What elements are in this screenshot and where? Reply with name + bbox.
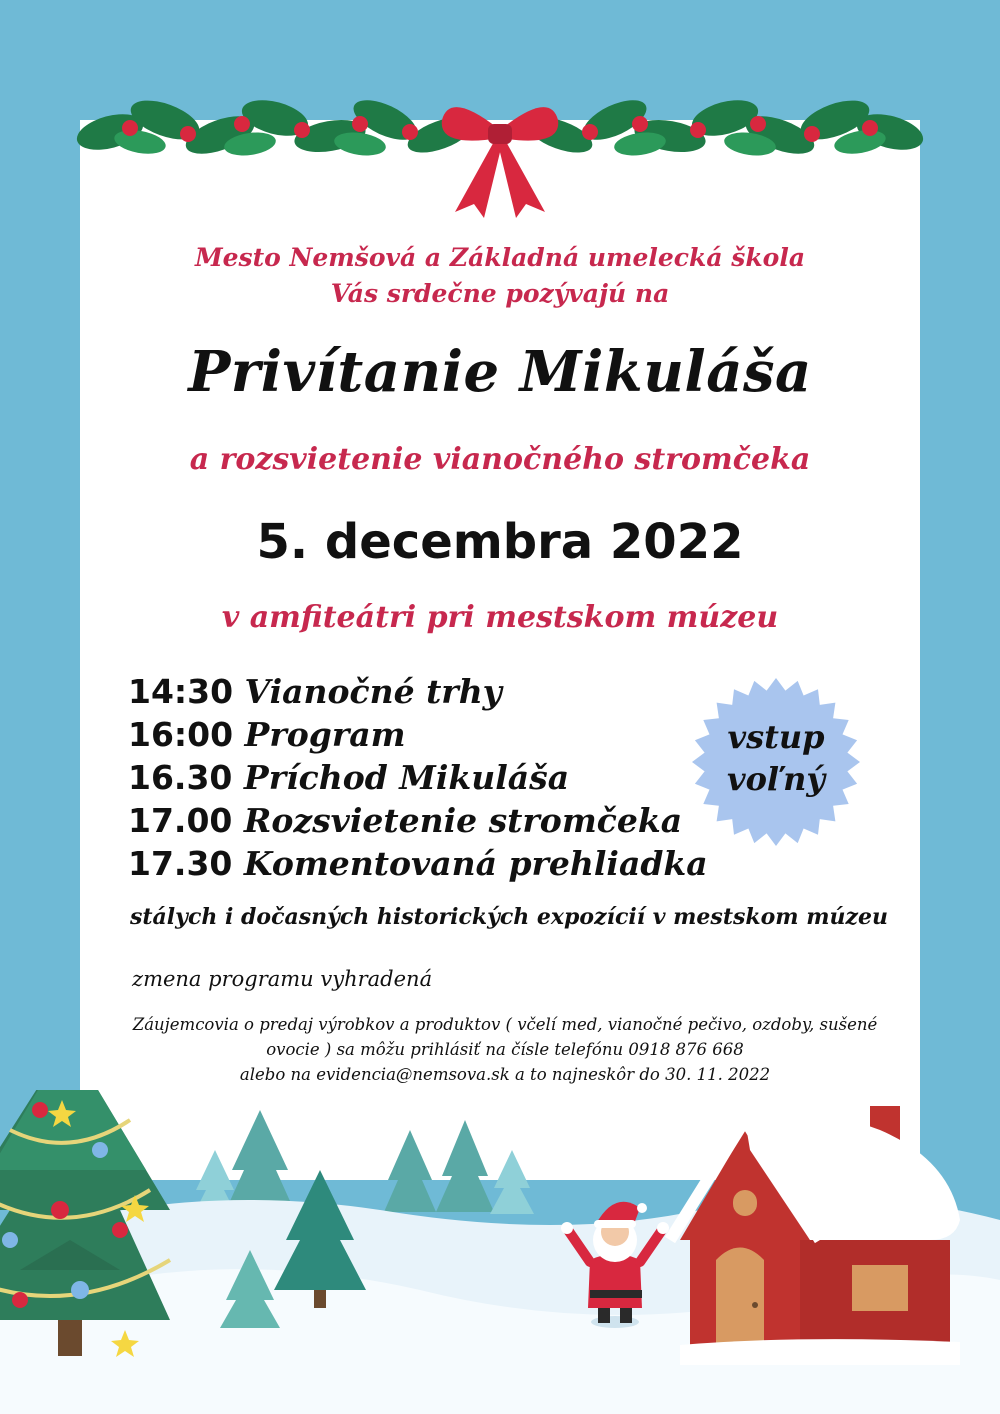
snowy-house-icon <box>670 1096 960 1365</box>
badge-line-1: vstup <box>727 718 825 756</box>
schedule-item <box>128 670 728 713</box>
schedule-label: Komentovaná prehliadka <box>243 844 708 883</box>
schedule-label: Príchod Mikuláša <box>243 758 570 797</box>
inviter-line-2: Vás srdečne pozývajú na <box>330 279 670 308</box>
schedule-time: 16:00 <box>128 715 234 754</box>
pine-tree-icon <box>194 1110 534 1214</box>
vendor-info-line-2: ovocie ) sa môžu prihlásiť na čísle telefónu 0918 876 668 <box>266 1040 744 1059</box>
schedule-label: Program <box>244 715 406 754</box>
schedule-time: 17.30 <box>128 844 233 883</box>
winter-scene <box>0 1090 1000 1414</box>
event-venue: v amfiteátri pri mestskom múzeu <box>221 600 779 635</box>
schedule-time: 17.00 <box>128 801 233 840</box>
badge-line-2: voľný <box>726 760 826 798</box>
event-title: Privítanie Mikuláša <box>188 339 812 405</box>
inviter-line-1: Mesto Nemšová a Základná umelecká škola <box>194 243 806 272</box>
vendor-info <box>110 1012 900 1087</box>
event-date: 5. decembra 2022 <box>256 514 744 570</box>
event-subtitle: a rozsvietenie vianočného stromčeka <box>189 442 811 477</box>
schedule-label: Rozsvietenie stromčeka <box>243 801 683 840</box>
red-bow-icon <box>442 107 558 218</box>
vendor-info-line-3: alebo na evidencia@nemsova.sk a to najneskôr do 30. 11. 2022 <box>239 1065 771 1084</box>
schedule-item <box>128 756 728 799</box>
schedule-item <box>128 842 728 885</box>
schedule-item <box>128 799 728 842</box>
schedule-time: 14:30 <box>128 672 234 711</box>
vendor-info-line-1: Záujemcovia o predaj výrobkov a produktov ( včelí med, vianočné pečivo, ozdoby, sušené <box>132 1015 878 1034</box>
schedule-list <box>128 670 728 885</box>
schedule-item <box>128 713 728 756</box>
holly-garland-icon <box>70 80 930 230</box>
schedule-label: Vianočné trhy <box>244 672 502 711</box>
program-disclaimer: zmena programu vyhradená <box>132 967 433 991</box>
schedule-time: 16.30 <box>128 758 233 797</box>
schedule-note: stálych i dočasných historických expozícií v mestskom múzeu <box>130 904 888 930</box>
badge-text <box>690 716 862 800</box>
